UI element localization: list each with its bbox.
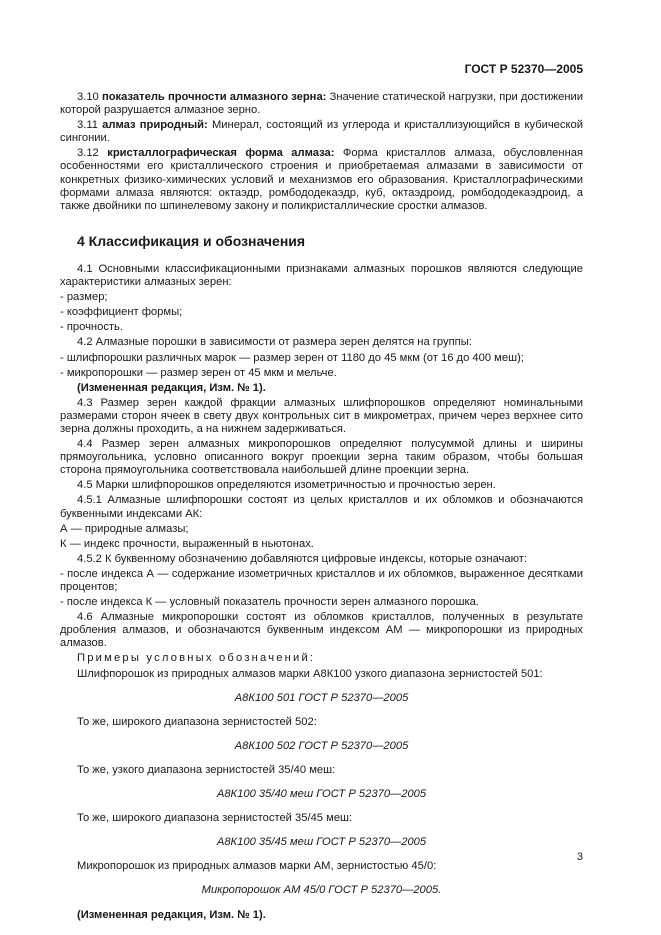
example-text: Микропорошок из природных алмазов марки АМ, зернистостью 45/0: (77, 860, 437, 873)
examples-heading: Примеры условных обозначений: (77, 652, 316, 665)
clause-4-3: 4.3 Размер зерен каждой фракции алмазных шлифпорошков определяют номинальными размерами сторон ячеек в свету двух контрольных сит в микрометрах, причем через верхнее сито зерна должны проходить, а на нижнем задерживаться. (60, 396, 583, 435)
definition-3-11: 3.11 алмаз природный: Минерал, состоящий из углерода и кристаллизующийся в кубической сингонии. (60, 119, 583, 145)
clause-4-4: 4.4 Размер зерен алмазных микропорошков определяют полусуммой длины и ширины прямоугольника, условно описанного вокруг проекции зерна таким образом, чтобы большая сторона прямоугольника соответствовала наибольшей длине проекции зерна. (60, 438, 583, 477)
designation-formula: А8К100 501 ГОСТ Р 52370—2005 (234, 691, 409, 704)
definition-text: Форма кристаллов алмаза, обусловленная особенностями его кристаллического строения и приобретаемая алмазами в зависимости от конкретных физико-химических условий и механизмов его образования. Кристаллографическими формами алмаза являются: октаэдр, ромбододекаэдр, куб, октаэдроид, ромбододекаэдроид, а также двойники по шпинелевому закону и поликристаллические сростки алмазов. (60, 147, 584, 212)
list-item: - коэффициент формы; (60, 306, 183, 319)
clause-4-1: 4.1 Основными классификационными признаками алмазных порошков являются следующие характеристики алмазных зерен: (60, 262, 583, 289)
clause-4-5: 4.5 Марки шлифпорошков определяются изометричностью и прочностью зерен. (77, 479, 496, 492)
clause-4-5-1: 4.5.1 Алмазные шлифпорошки состоят из целых кристаллов и их обломков и обозначаются буквенными индексами АК: (60, 494, 583, 520)
list-item: - микропорошки — размер зерен от 45 мкм и мельче. (60, 366, 337, 379)
page-content (60, 91, 583, 924)
example-text: Шлифпорошок из природных алмазов марки А8К100 узкого диапазона зернистостей 501: (77, 667, 543, 680)
designation-formula: А8К100 35/40 меш ГОСТ Р 52370—2005 (216, 788, 427, 801)
list-item: А — природные алмазы; (60, 522, 189, 535)
designation-formula: А8К100 35/45 меш ГОСТ Р 52370—2005 (216, 836, 427, 849)
definition-text: Минерал, состоящий из углерода и кристаллизующийся в кубической сингонии. (60, 119, 583, 145)
term: показатель прочности алмазного зерна: (101, 91, 327, 103)
list-item: - после индекса А — содержание изометричных кристаллов и их обломков, выраженное десятками процентов; (60, 567, 583, 593)
term: кристаллографическая форма алмаза: (107, 147, 335, 160)
example-text: То же, широкого диапазона зернистостей 502: (77, 715, 317, 728)
page-number: 3 (576, 851, 583, 863)
list-item: - размер; (60, 291, 108, 304)
clause-4-5-2: 4.5.2 К буквенному обозначению добавляются цифровые индексы, которые означают: (77, 552, 527, 565)
definition-text: Значение статической нагрузки, при достижении которой разрушается алмазное зерно. (60, 91, 584, 117)
revision-note: (Измененная редакция, Изм. № 1). (77, 908, 266, 921)
clause-4-2: 4.2 Алмазные порошки в зависимости от размера зерен делятся на группы: (77, 336, 472, 349)
list-item: - шлифпорошки различных марок — размер зерен от 1180 до 45 мкм (от 16 до 400 меш); (60, 351, 524, 364)
definition-3-12: 3.12 кристаллографическая форма алмаза: Форма кристаллов алмаза, обусловленная особенностями его кристаллического строения и приобретаемая алмазами в зависимости от конкретных физико-химических условий и механизмов его образования. Кристаллографическими формами алмаза являются: октаэдр, ромбододекаэдр, куб, октаэдроид, ромбододекаэдроид, а также двойники по шпинелевому закону и поликристаллические сростки алмазов. (60, 147, 584, 212)
revision-note: (Измененная редакция, Изм. № 1). (77, 381, 266, 394)
list-item: - прочность. (60, 321, 123, 334)
document-header: ГОСТ Р 52370—2005 (464, 62, 583, 76)
example-text: То же, узкого диапазона зернистостей 35/40 меш: (77, 763, 336, 776)
definition-3-10: 3.10 показатель прочности алмазного зерна: Значение статической нагрузки, при достижении которой разрушается алмазное зерно. (60, 91, 584, 117)
clause-4-6: 4.6 Алмазные микропорошки состоят из обломков кристаллов, полученных в результате дробления алмазов, и обозначаются буквенным индексом АМ — микропорошки из природных алмазов. (60, 611, 583, 650)
list-item: К — индекс прочности, выраженный в ньютонах. (60, 537, 314, 550)
term: алмаз природный: (102, 119, 208, 132)
example-text: То же, широкого диапазона зернистостей 35/45 меш: (77, 812, 353, 825)
designation-formula: Микропорошок АМ 45/0 ГОСТ Р 52370—2005. (201, 884, 442, 897)
list-item: - после индекса К — условный показатель прочности зерен алмазного порошка. (60, 596, 479, 609)
designation-formula: А8К100 502 ГОСТ Р 52370—2005 (234, 739, 409, 752)
section-title: 4 Классификация и обозначения (77, 232, 306, 249)
